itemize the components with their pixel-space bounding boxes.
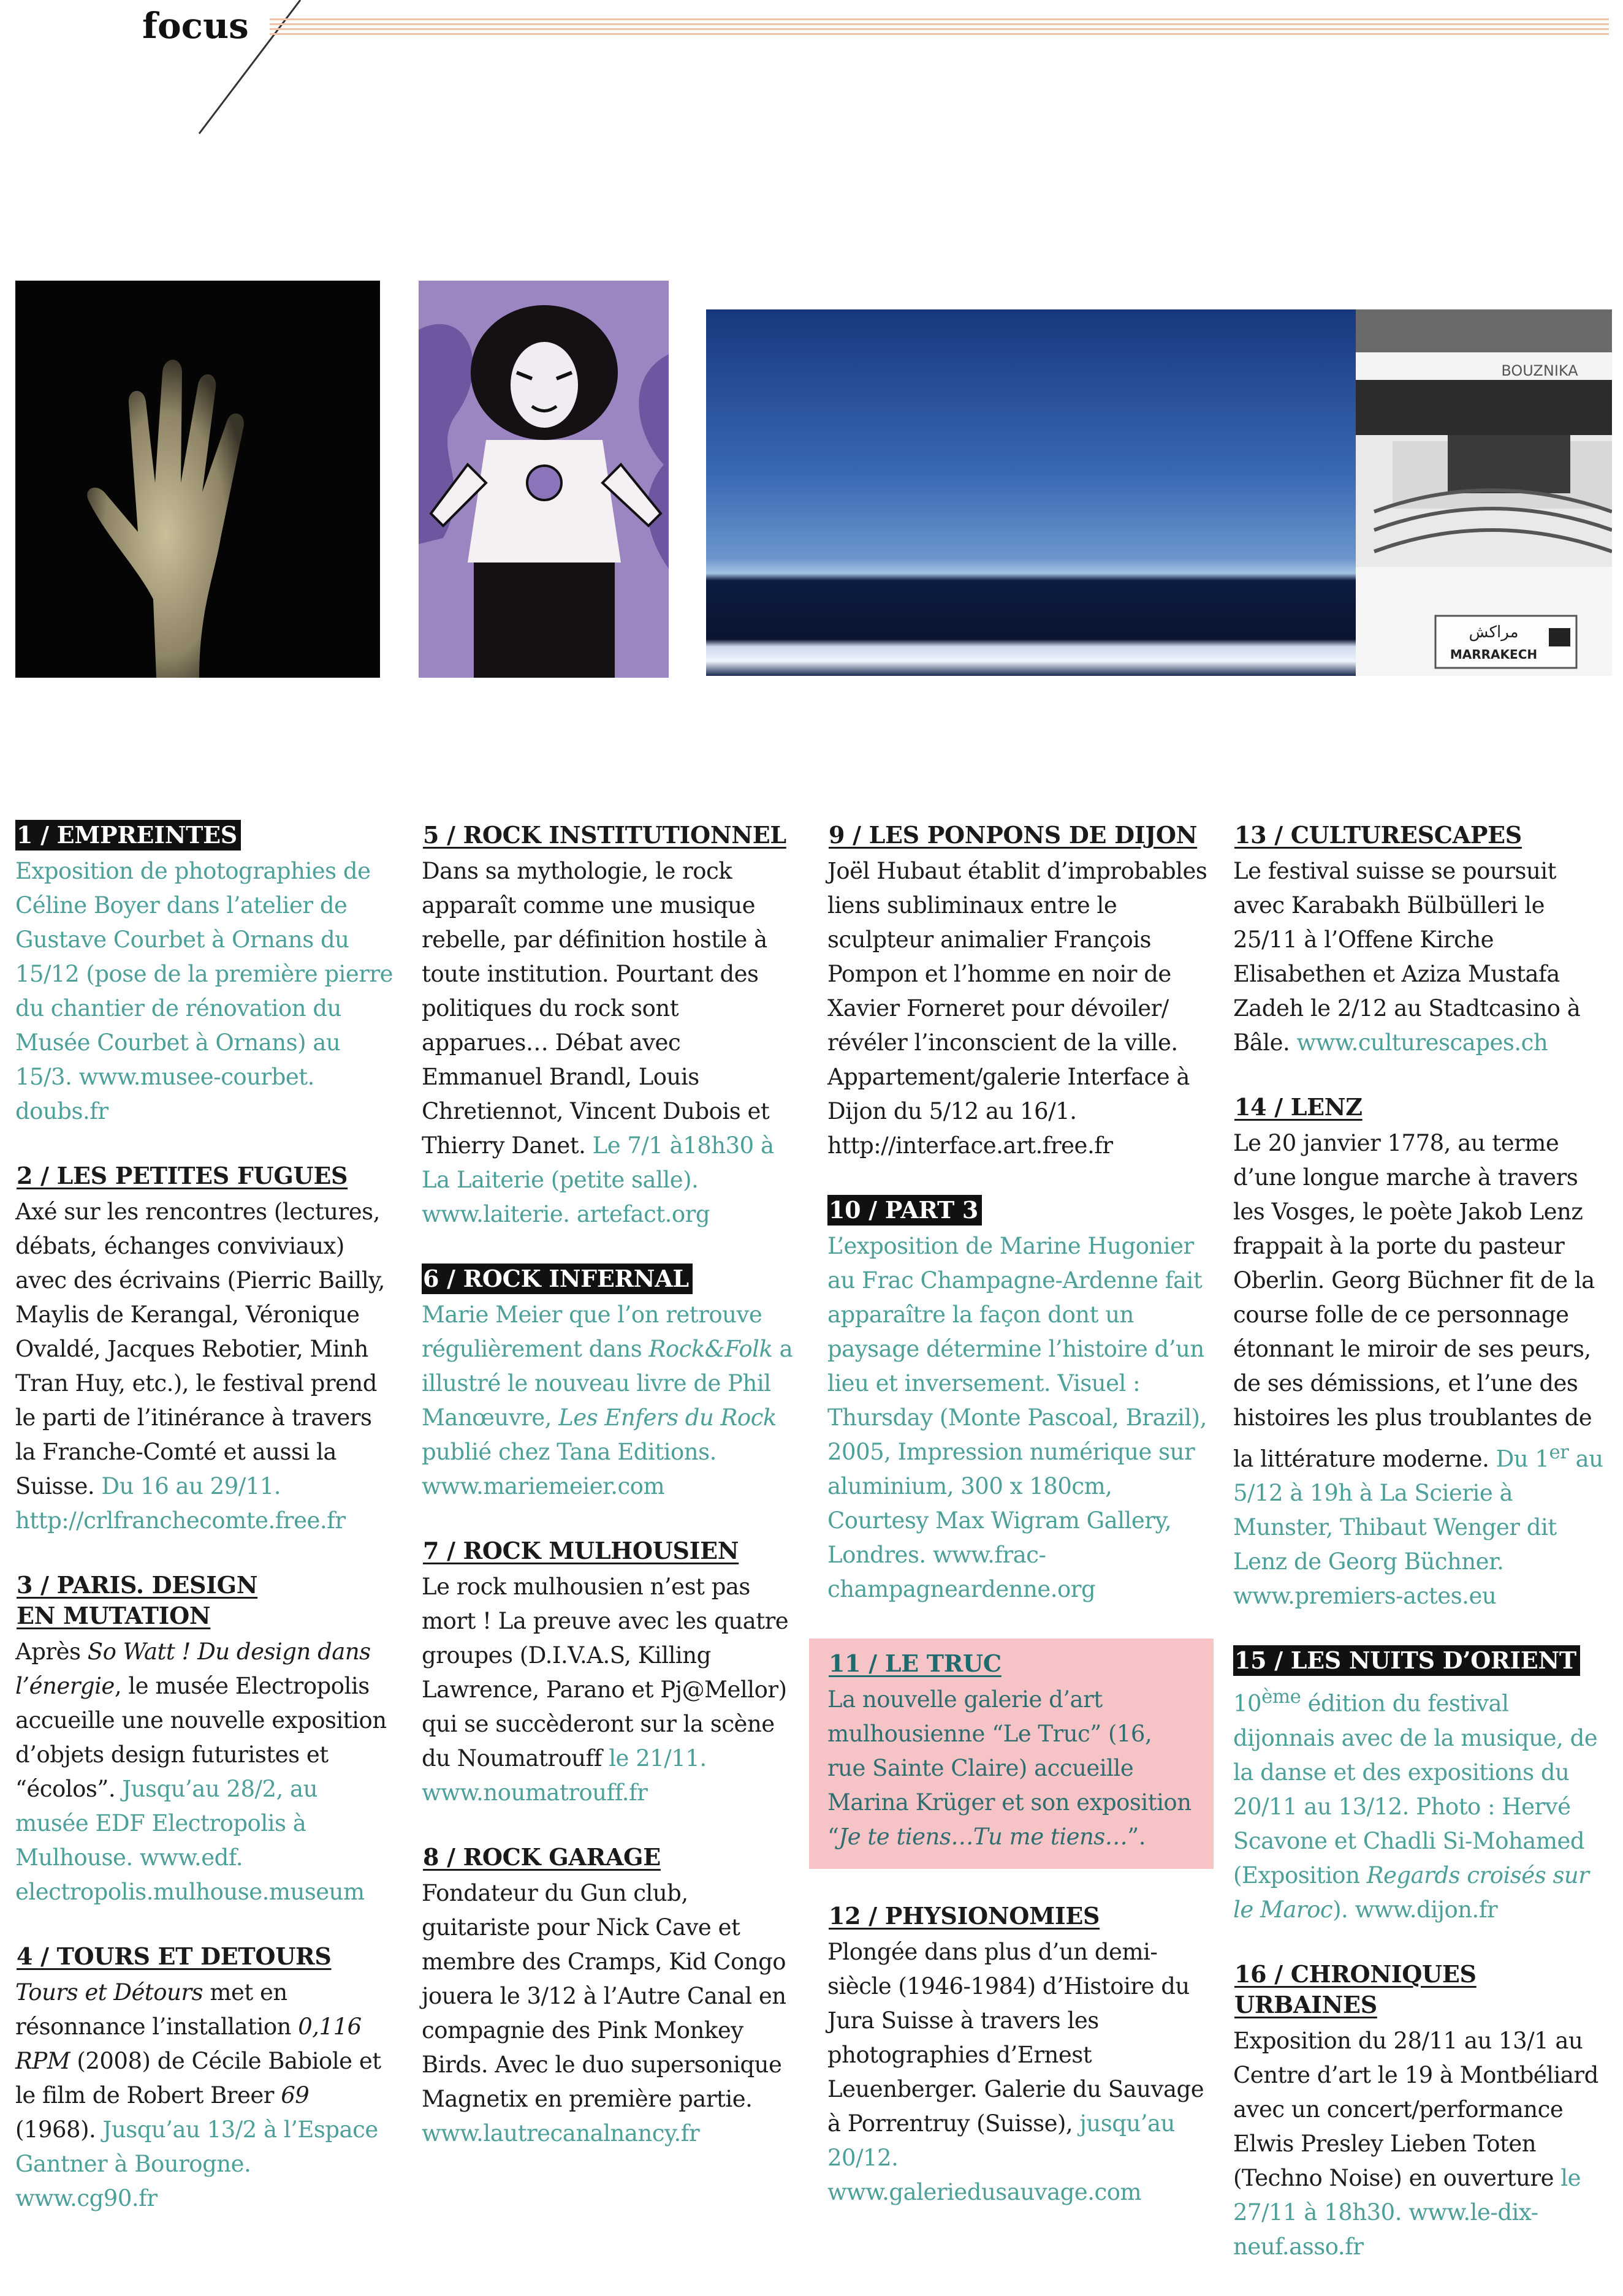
item-info: 10 bbox=[1233, 1690, 1262, 1717]
balcony-illustration bbox=[1356, 309, 1612, 676]
item-emphasis: 0,116 RPM bbox=[15, 2014, 362, 2074]
item-body bbox=[422, 1570, 802, 1810]
header-stripes-decoration bbox=[270, 18, 1609, 37]
item-text: (2008) de Cécile Babiole et le film de Robert Breer bbox=[15, 2048, 381, 2108]
item-text: Dans sa mythologie, le rock apparaît comme une musique rebelle, par définition hostile à toute institution. Pourtant des politiques du rock sont apparues… Débat avec Emmanuel Brandl, Louis Chretiennot, Vincent Dubois et Thierry Danet. bbox=[422, 858, 770, 1159]
item-emphasis: Regards croisés sur le Maroc bbox=[1233, 1862, 1589, 1923]
rock-illustration bbox=[419, 281, 669, 678]
item-7 bbox=[422, 1536, 802, 1810]
item-emphasis: 69 bbox=[281, 2082, 310, 2108]
item-body bbox=[827, 1935, 1207, 2210]
item-15 bbox=[1233, 1645, 1613, 1927]
item-info: Du 16 au 29/11. http://crlfranchecomte.free.fr bbox=[15, 1473, 346, 1534]
item-10 bbox=[827, 1195, 1207, 1607]
item-body bbox=[827, 1683, 1195, 1854]
item-text: (1968). bbox=[15, 2116, 96, 2143]
item-info: au 5/12 à 19h à La Scierie à Munster, Thibaut Wenger dit Lenz de Georg Büchner. www.premiers-actes.eu bbox=[1233, 1445, 1603, 1610]
item-emphasis: Rock&Folk bbox=[648, 1336, 773, 1362]
item-text: Le rock mulhousien n’est pas mort ! La preuve avec les quatre groupes (D.I.V.A.S, Killing Lawrence, Parano et Pj@Mellor) qui se succèderont sur la scène du Noumatrouff bbox=[422, 1574, 789, 1771]
sign-arabic-text: مراكش bbox=[1469, 623, 1519, 642]
item-title: 7 / ROCK MULHOUSIEN bbox=[423, 1537, 739, 1564]
item-body bbox=[1233, 1680, 1613, 1927]
item-text: Fondateur du Gun club, guitariste pour Nick Cave et membre des Cramps, Kid Congo jouera le 3/12 à l’Autre Canal en compagnie des Pink Monkey Birds. Avec le duo supersonique Magnetix en première partie. bbox=[422, 1880, 786, 2112]
item-text: ”. bbox=[1127, 1824, 1146, 1850]
item-13 bbox=[1233, 820, 1613, 1060]
item-title: 16 / CHRONIQUES URBAINES bbox=[1234, 1960, 1477, 2018]
item-title: 15 / LES NUITS D’ORIENT bbox=[1233, 1645, 1580, 1676]
item-body bbox=[422, 1298, 802, 1504]
item-emphasis: Je te tiens…Tu me tiens… bbox=[838, 1824, 1128, 1850]
item-info: édition du festival dijonnais avec de la musique, de la danse et des expositions du 20/11 au 13/12. Photo : Hervé Scavone et Chadli Si-Mohamed (Exposition bbox=[1233, 1690, 1598, 1889]
item-info: Du 1 bbox=[1489, 1445, 1549, 1472]
item-info: Exposition de photographies de Céline Boyer dans l’atelier de Gustave Courbet à Ornans du 15/12 (pose de la première pierre du chantier de rénovation du Musée Courbet à Ornans) au 15/3. www.musee-courbet. doubs.fr bbox=[15, 858, 393, 1124]
item-info: Jusqu’au 28/2, au musée EDF Electropolis à Mulhouse. www.edf. electropolis.mulhouse.museum bbox=[15, 1776, 365, 1905]
item-info: jusqu’au 20/12. www.galeriedusauvage.com bbox=[827, 2110, 1175, 2205]
item-text: Joël Hubaut établit d’improbables liens subliminaux entre le sculpteur animalier François Pompon et l’homme en noir de Xavier Forneret pour dévoiler/ révéler l’inconscient de la ville. Appartement/galerie Interface à Dijon du 5/12 au 16/1. http://interface.art.free.fr bbox=[827, 858, 1207, 1159]
item-info: www.lautrecanalnancy.fr bbox=[422, 2120, 700, 2146]
item-info: Jusqu’au 13/2 à l’Espace Gantner à Bourogne. www.cg90.fr bbox=[15, 2116, 378, 2211]
item-title: 3 / PARIS. DESIGN EN MUTATION bbox=[17, 1571, 258, 1629]
item-body bbox=[15, 1195, 395, 1538]
item-4 bbox=[15, 1941, 395, 2216]
item-info: Le 7/1 à18h30 à La Laiterie (petite salle). www.laiterie. artefact.org bbox=[422, 1132, 774, 1227]
item-info: ). www.dijon.fr bbox=[1332, 1896, 1498, 1923]
item-title: 5 / ROCK INSTITUTIONNEL bbox=[423, 821, 786, 849]
item-superscript: ème bbox=[1261, 1686, 1301, 1708]
item-superscript: er bbox=[1549, 1441, 1569, 1463]
item-body bbox=[1233, 1126, 1613, 1613]
item-12 bbox=[827, 1901, 1207, 2210]
item-text: Le festival suisse se poursuit avec Karabakh Bülbülleri le 25/11 à l’Offene Kirche Elisabethen et Aziza Mustafa Zadeh le 2/12 au Stadtcasino à Bâle. bbox=[1233, 858, 1581, 1056]
item-body bbox=[422, 1876, 802, 2151]
item-title: 9 / LES PONPONS DE DIJON bbox=[829, 821, 1198, 849]
item-body bbox=[15, 1635, 395, 1909]
sign-bottom-text: MARRAKECH bbox=[1450, 647, 1538, 662]
item-text: Axé sur les rencontres (lectures, débats, échanges conviviaux) avec des écrivains (Pierric Bailly, Maylis de Kerangal, Véronique Ovaldé, Jacques Rebotier, Minh Tran Huy, etc.), le festival prend le parti de l’itinérance à travers la Franche-Comté et aussi la Suisse. bbox=[15, 1199, 385, 1499]
item-info: le 27/11 à 18h30. www.le-dix-neuf.asso.fr bbox=[1233, 2164, 1581, 2260]
item-11-highlight-box bbox=[809, 1639, 1214, 1869]
item-emphasis: Tours et Détours bbox=[15, 1979, 203, 2006]
sign-top-text: BOUZNIKA bbox=[1501, 362, 1578, 379]
item-info: L’exposition de Marine Hugonier au Frac Champagne-Ardenne fait apparaître la façon dont un paysage détermine l’histoire d’un lieu et inversement. Visuel : Thursday (Monte Pascoal, Brazil), 2005, Impression numérique sur aluminium, 300 x 180cm, Courtesy Max Wigram Gallery, Londres. www.frac-champagneardenne.org bbox=[827, 1233, 1207, 1602]
item-text: Plongée dans plus d’un demi-siècle (1946-1984) d’Histoire du Jura Suisse à travers les photographies d’Ernest Leuenberger. Galerie du Sauvage à Porrentruy (Suisse), bbox=[827, 1939, 1204, 2137]
column-2 bbox=[422, 820, 802, 2183]
item-text: met en résonnance l’installation bbox=[15, 1979, 298, 2040]
item-body bbox=[827, 854, 1207, 1163]
item-14 bbox=[1233, 1092, 1613, 1613]
hand-illustration bbox=[15, 281, 380, 678]
item-text: Après bbox=[15, 1639, 88, 1665]
item-title: 8 / ROCK GARAGE bbox=[423, 1843, 661, 1871]
item-1 bbox=[15, 820, 395, 1129]
item-title: 6 / ROCK INFERNAL bbox=[422, 1264, 693, 1294]
item-2 bbox=[15, 1161, 395, 1538]
photo-illustration bbox=[419, 281, 669, 678]
item-title: 12 / PHYSIONOMIES bbox=[829, 1902, 1100, 1930]
item-title: 13 / CULTURESCAPES bbox=[1234, 821, 1522, 849]
item-emphasis: Les Enfers du Rock bbox=[558, 1404, 777, 1431]
item-info: publié chez Tana Editions. www.mariemeier.com bbox=[422, 1439, 716, 1499]
item-3 bbox=[15, 1570, 395, 1909]
item-text: Exposition du 28/11 au 13/1 au Centre d’art le 19 à Montbéliard avec un concert/performance Elwis Presley Lieben Toten (Techno Noise) en ouverture bbox=[1233, 2027, 1598, 2191]
column-4 bbox=[1233, 820, 1613, 2296]
item-text: Le 20 janvier 1778, au terme d’une longue marche à travers les Vosges, le poète Jakob Lenz frappait à la porte du pasteur Oberlin. Georg Büchner fit de la course folle de ce personnage étonnant le miroir de ses peurs, de ses démissions, et l’une des histoires les plus troublantes de la littérature moderne. bbox=[1233, 1130, 1595, 1472]
item-title: 14 / LENZ bbox=[1234, 1093, 1363, 1121]
item-title: 4 / TOURS ET DETOURS bbox=[17, 1942, 332, 1970]
item-body bbox=[15, 854, 395, 1129]
item-16 bbox=[1233, 1959, 1613, 2264]
item-9 bbox=[827, 820, 1207, 1163]
item-body bbox=[827, 1229, 1207, 1607]
item-title: 11 / LE TRUC bbox=[829, 1650, 1002, 1677]
item-5 bbox=[422, 820, 802, 1232]
item-info: le 21/11. www.noumatrouff.fr bbox=[422, 1745, 707, 1806]
item-title: 1 / EMPREINTES bbox=[15, 820, 241, 851]
column-3 bbox=[827, 820, 1207, 2241]
item-body bbox=[422, 854, 802, 1232]
column-1 bbox=[15, 820, 395, 2248]
item-body bbox=[15, 1976, 395, 2216]
item-emphasis: So Watt ! Du design dans l’énergie bbox=[15, 1639, 371, 1699]
item-body bbox=[1233, 854, 1613, 1060]
item-title: 2 / LES PETITES FUGUES bbox=[17, 1162, 348, 1189]
item-info: Marie Meier que l’on retrouve régulièrement dans bbox=[422, 1301, 762, 1362]
item-title: 10 / PART 3 bbox=[827, 1195, 982, 1226]
item-info: a illustré le nouveau livre de Phil Manœuvre, bbox=[422, 1336, 793, 1431]
item-text: La nouvelle galerie d’art mulhousienne “Le Truc” (16, rue Sainte Claire) accueille Marina Krüger et son exposition “ bbox=[827, 1686, 1192, 1850]
item-body bbox=[1233, 2024, 1613, 2264]
photo-balcony bbox=[1356, 309, 1612, 676]
item-6 bbox=[422, 1264, 802, 1504]
photo-sea bbox=[706, 309, 1365, 676]
item-info: www.culturescapes.ch bbox=[1290, 1029, 1548, 1056]
section-label: focus bbox=[142, 5, 249, 47]
item-text: , le musée Electropolis accueille une nouvelle exposition d’objets design futuristes et “écolos”. bbox=[15, 1673, 387, 1802]
photo-hand bbox=[15, 281, 380, 678]
item-8 bbox=[422, 1842, 802, 2151]
